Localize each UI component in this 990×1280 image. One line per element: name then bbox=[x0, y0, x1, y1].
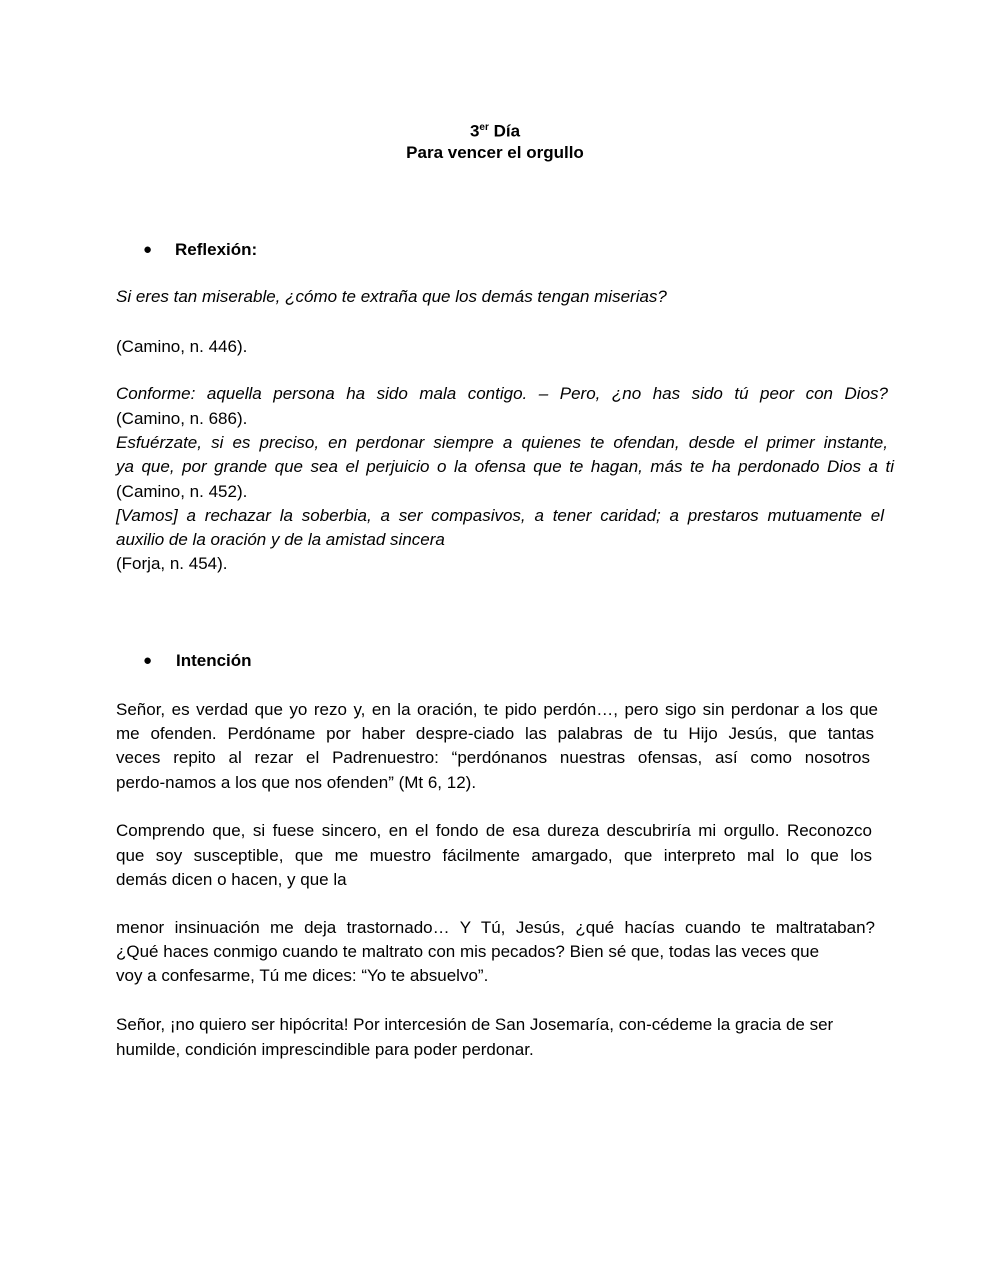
paragraph-line: Señor, ¡no quiero ser hipócrita! Por intercesión de San Josemaría, con-cédeme la gracia de ser bbox=[116, 1015, 834, 1034]
paragraph-line: Comprendo que, si fuese sincero, en el fondo de esa dureza descubriría mi orgullo. Reconozco bbox=[116, 821, 872, 840]
bullet-icon: ● bbox=[143, 652, 153, 669]
quote-line: Conforme: aquella persona ha sido mala contigo. – Pero, ¿no has sido tú peor con Dios? bbox=[116, 384, 888, 403]
paragraph-line: ¿Qué haces conmigo cuando te maltrato con mis pecados? Bien sé que, todas las veces que bbox=[116, 942, 820, 961]
paragraph-line: humilde, condición imprescindible para poder perdonar. bbox=[116, 1040, 534, 1059]
quote-line: auxilio de la oración y de la amistad sincera bbox=[116, 530, 445, 549]
quote-line: ya que, por grande que sea el perjuicio o la ofensa que te hagan, más te ha perdonado Dios a ti bbox=[116, 457, 894, 476]
paragraph-line: Señor, es verdad que yo rezo y, en la oración, te pido perdón…, pero sigo sin perdonar a los que bbox=[116, 700, 878, 719]
bullet-icon: ● bbox=[143, 241, 153, 258]
citation: (Camino, n. 452). bbox=[116, 482, 248, 501]
quote-line: Si eres tan miserable, ¿cómo te extraña que los demás tengan miserias? bbox=[116, 287, 667, 306]
paragraph-line: me ofenden. Perdóname por haber despre-ciado las palabras de tu Hijo Jesús, que tantas bbox=[116, 724, 874, 743]
quote-line: [Vamos] a rechazar la soberbia, a ser compasivos, a tener caridad; a prestaros mutuamente el bbox=[116, 506, 884, 525]
paragraph-line: menor insinuación me deja trastornado… Y Tú, Jesús, ¿qué hacías cuando te maltrataban? bbox=[116, 918, 875, 937]
citation: (Forja, n. 454). bbox=[116, 554, 228, 573]
citation: (Camino, n. 446). bbox=[116, 337, 248, 356]
paragraph-line: voy a confesarme, Tú me dices: “Yo te absuelvo”. bbox=[116, 966, 489, 985]
page-title: Para vencer el orgullo bbox=[406, 143, 584, 162]
paragraph-line: demás dicen o hacen, y que la bbox=[116, 870, 347, 889]
citation: (Camino, n. 686). bbox=[116, 409, 248, 428]
paragraph-line: perdo-namos a los que nos ofenden” (Mt 6, 12). bbox=[116, 773, 477, 792]
paragraph-line: que soy susceptible, que me muestro fácilmente amargado, que interpreto mal lo que los bbox=[116, 846, 872, 865]
section-heading-reflexion: Reflexión: bbox=[175, 240, 258, 259]
paragraph-line: veces repito al rezar el Padrenuestro: “perdónanos nuestras ofensas, así como nosotros bbox=[116, 748, 870, 767]
day-heading: 3er Día bbox=[469, 121, 521, 141]
quote-line: Esfuérzate, si es preciso, en perdonar siempre a quienes te ofendan, desde el primer instante, bbox=[116, 433, 888, 452]
section-heading-intencion: Intención bbox=[176, 651, 252, 670]
